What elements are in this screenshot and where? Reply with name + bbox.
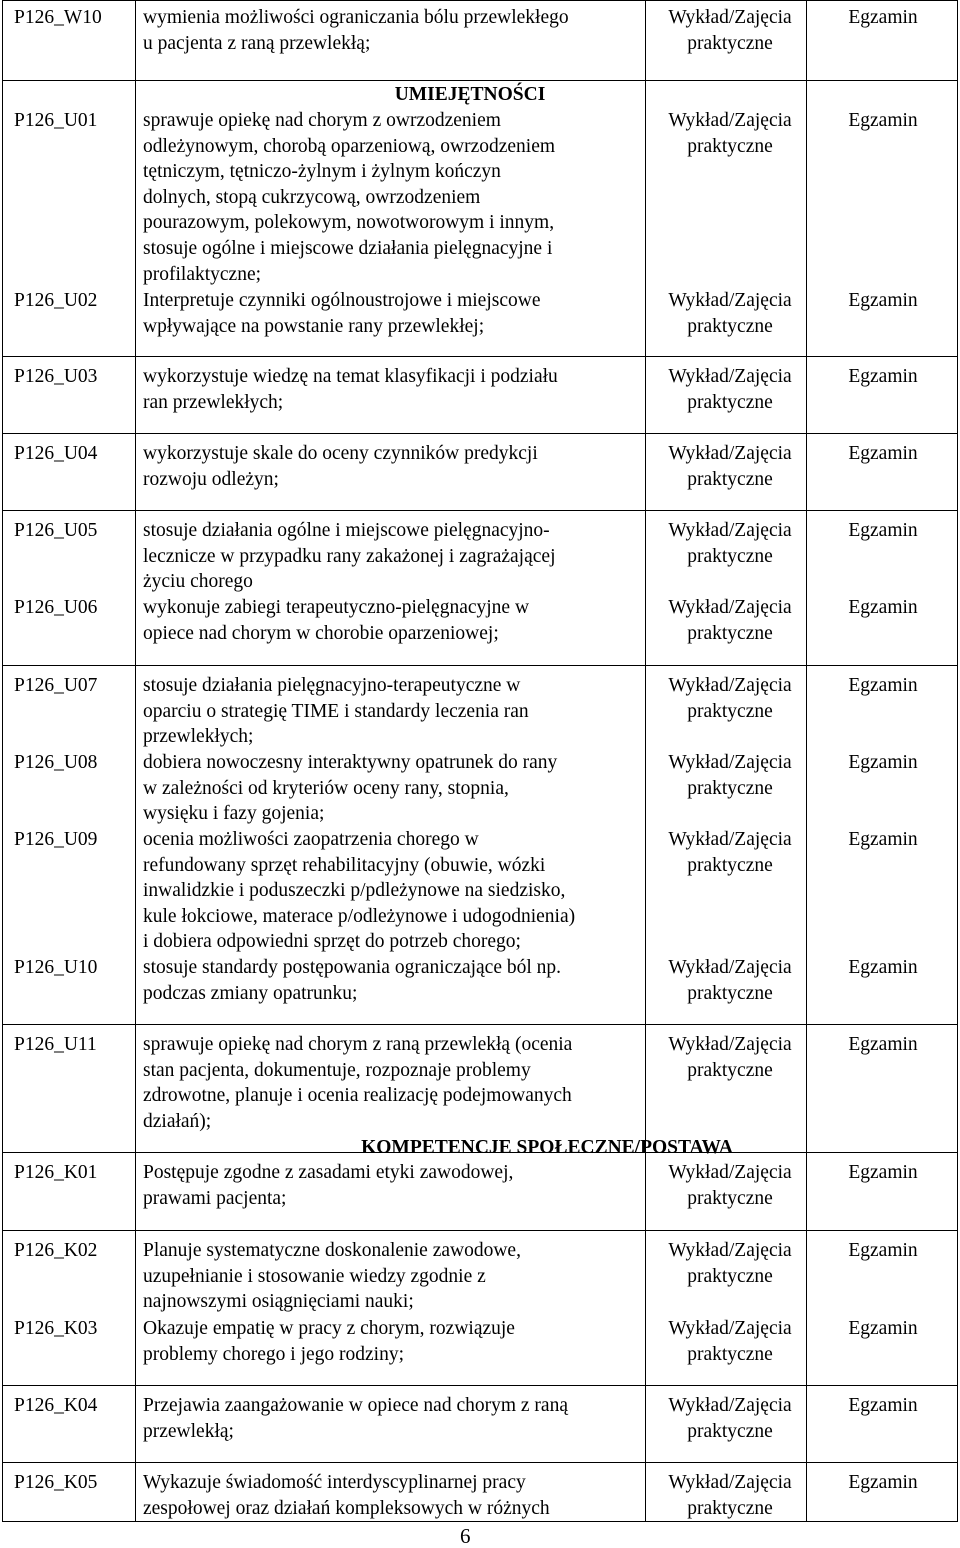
outcome-code: P126_W10 [14, 7, 102, 28]
outcome-description-line: problemy chorego i jego rodziny; [143, 1343, 405, 1365]
table-row-border [2, 510, 958, 511]
teaching-form: Wykład/Zajęcia praktyczne [668, 110, 792, 157]
table-row-border [2, 356, 958, 357]
page-number: 6 [460, 1524, 471, 1548]
table-row-border [2, 0, 958, 1]
teaching-form: Wykład/Zajęcia praktyczne [668, 366, 792, 413]
outcome-description-line: Planuje systematyczne doskonalenie zawodowe, [143, 1240, 521, 1261]
outcome-description-line: u pacjenta z raną przewlekłą; [143, 32, 371, 54]
table-row-border [2, 665, 958, 666]
verification-method: Egzamin [848, 1034, 918, 1055]
outcome-description-line: rozwoju odleżyn; [143, 468, 279, 490]
outcome-code: P126_U10 [14, 957, 98, 978]
outcome-description-line: kule łokciowe, materace p/odleżynowe i udogodnienia) [143, 905, 576, 927]
outcome-description-line: Interpretuje czynniki ogólnoustrojowe i miejscowe [143, 290, 541, 311]
outcome-description-line: wykorzystuje skale do oceny czynników predykcji [143, 443, 538, 464]
outcome-code: P126_K03 [14, 1318, 98, 1339]
verification-method: Egzamin [848, 675, 918, 696]
table-row-border [2, 433, 958, 434]
outcome-description-line: oparciu o strategię TIME i standardy leczenia ran [143, 700, 529, 722]
outcome-description-line: odleżynowym, chorobą oparzeniową, owrzodzeniem [143, 135, 556, 157]
table-row-border [2, 1230, 958, 1231]
verification-method: Egzamin [848, 1395, 918, 1416]
outcome-description-line: tętniczym, tętniczo-żylnym i żylnym kończyn [143, 161, 501, 183]
outcome-description-line: wymienia możliwości ograniczania bólu przewlekłego [143, 7, 569, 28]
outcome-code: P126_U02 [14, 290, 98, 311]
outcome-description-line: najnowszymi osiągnięciami nauki; [143, 1291, 414, 1313]
outcome-code: P126_U11 [14, 1034, 97, 1055]
table-row-border [2, 1462, 958, 1463]
outcome-description-line: zdrowotne, planuje i ocenia realizację podejmowanych [143, 1085, 572, 1107]
outcome-code: P126_K01 [14, 1162, 98, 1183]
outcome-description-line: ocenia możliwości zaopatrzenia chorego w [143, 829, 479, 850]
verification-method: Egzamin [848, 1240, 918, 1261]
table-column-border [2, 0, 3, 1522]
outcome-code: P126_U08 [14, 752, 98, 773]
outcome-description-line: prawami pacjenta; [143, 1187, 287, 1209]
teaching-form: Wykład/Zajęcia praktyczne [668, 1240, 792, 1287]
outcome-description-line: przewlekłą; [143, 1420, 234, 1442]
outcome-code: P126_K05 [14, 1472, 98, 1493]
outcome-description-line: Okazuje empatię w pracy z chorym, rozwiązuje [143, 1318, 515, 1339]
outcome-description-line: stan pacjenta, dokumentuje, rozpoznaje problemy [143, 1059, 531, 1081]
table-column-border [645, 0, 646, 1522]
teaching-form: Wykład/Zajęcia praktyczne [668, 520, 792, 567]
table-row-border [2, 80, 958, 81]
outcome-description-line: refundowany sprzęt rehabilitacyjny (obuwie, wózki [143, 854, 546, 876]
teaching-form: Wykład/Zajęcia praktyczne [668, 1162, 792, 1209]
outcome-code: P126_U06 [14, 597, 98, 618]
verification-method: Egzamin [848, 366, 918, 387]
outcome-description-line: dolnych, stopą cukrzycową, owrzodzeniem [143, 186, 481, 208]
table-column-border [806, 0, 807, 1522]
verification-method: Egzamin [848, 290, 918, 311]
outcome-description-line: stosuje standardy postępowania ograniczające ból np. [143, 957, 562, 978]
teaching-form: Wykład/Zajęcia praktyczne [668, 290, 792, 337]
verification-method: Egzamin [848, 752, 918, 773]
outcome-description-line: wykorzystuje wiedzę na temat klasyfikacji i podziału [143, 366, 558, 387]
section-heading-competences: KOMPETENCJE SPOŁECZNE/POSTAWA [361, 1137, 733, 1158]
outcome-code: P126_U07 [14, 675, 98, 696]
verification-method: Egzamin [848, 1162, 918, 1183]
outcome-description-line: w zależności od kryteriów oceny rany, stopnia, [143, 777, 509, 799]
teaching-form: Wykład/Zajęcia praktyczne [668, 597, 792, 644]
teaching-form: Wykład/Zajęcia praktyczne [668, 7, 792, 54]
outcome-code: P126_U04 [14, 443, 98, 464]
outcome-description-line: sprawuje opiekę nad chorym z raną przewlekłą (ocenia [143, 1034, 573, 1055]
teaching-form: Wykład/Zajęcia praktyczne [668, 443, 792, 490]
outcome-description-line: opiece nad chorym w chorobie oparzeniowej; [143, 622, 499, 644]
teaching-form: Wykład/Zajęcia praktyczne [668, 752, 792, 799]
outcome-description-line: Przejawia zaangażowanie w opiece nad chorym z raną [143, 1395, 568, 1416]
outcome-description-line: działań); [143, 1110, 212, 1132]
outcome-code: P126_U01 [14, 110, 98, 131]
teaching-form: Wykład/Zajęcia praktyczne [668, 1318, 792, 1365]
outcome-description-line: profilaktyczne; [143, 263, 262, 285]
outcome-description-line: zespołowej oraz działań kompleksowych w różnych [143, 1497, 550, 1519]
verification-method: Egzamin [848, 110, 918, 131]
teaching-form: Wykład/Zajęcia praktyczne [668, 829, 792, 876]
outcome-description-line: dobiera nowoczesny interaktywny opatrunek do rany [143, 752, 558, 773]
section-heading-skills: UMIEJĘTNOŚCI [394, 84, 546, 105]
outcome-description-line: pourazowym, polekowym, nowotworowym i innym, [143, 212, 555, 234]
outcome-description-line: inwalidzkie i poduszeczki p/pdleżynowe na siedzisko, [143, 880, 566, 902]
outcome-description-line: wpływające na powstanie rany przewlekłej; [143, 315, 485, 337]
outcome-code: P126_U09 [14, 829, 98, 850]
verification-method: Egzamin [848, 1472, 918, 1493]
outcome-code: P126_U05 [14, 520, 98, 541]
outcome-description-line: przewlekłych; [143, 726, 254, 748]
teaching-form: Wykład/Zajęcia praktyczne [668, 1034, 792, 1081]
outcome-description-line: podczas zmiany opatrunku; [143, 982, 358, 1004]
verification-method: Egzamin [848, 597, 918, 618]
table-row-border [2, 1385, 958, 1386]
outcome-description-line: stosuje ogólne i miejscowe działania pielęgnacyjne i [143, 238, 553, 259]
outcome-code: P126_K02 [14, 1240, 98, 1261]
outcome-code: P126_U03 [14, 366, 98, 387]
outcome-description-line: życiu chorego [143, 571, 253, 593]
table-row-border [2, 1024, 958, 1025]
outcome-description-line: ran przewlekłych; [143, 391, 284, 413]
verification-method: Egzamin [848, 520, 918, 541]
teaching-form: Wykład/Zajęcia praktyczne [668, 1472, 792, 1519]
outcome-description-line: stosuje działania ogólne i miejscowe pielęgnacyjno- [143, 520, 550, 541]
verification-method: Egzamin [848, 1318, 918, 1339]
outcome-description-line: Wykazuje świadomość interdyscyplinarnej pracy [143, 1472, 526, 1493]
outcome-description-line: lecznicze w przypadku rany zakażonej i zagrażającej [143, 545, 556, 567]
teaching-form: Wykład/Zajęcia praktyczne [668, 957, 792, 1004]
outcome-description-line: Postępuje zgodne z zasadami etyki zawodowej, [143, 1162, 514, 1183]
verification-method: Egzamin [848, 829, 918, 850]
outcome-description-line: sprawuje opiekę nad chorym z owrzodzeniem [143, 110, 501, 131]
verification-method: Egzamin [848, 7, 918, 28]
outcome-description-line: uzupełnianie i stosowanie wiedzy zgodnie z [143, 1265, 486, 1287]
outcome-description-line: wysięku i fazy gojenia; [143, 803, 325, 825]
verification-method: Egzamin [848, 957, 918, 978]
teaching-form: Wykład/Zajęcia praktyczne [668, 1395, 792, 1442]
outcome-description-line: i dobiera odpowiedni sprzęt do potrzeb chorego; [143, 931, 521, 953]
table-column-border [135, 0, 136, 1522]
verification-method: Egzamin [848, 443, 918, 464]
outcome-description-line: wykonuje zabiegi terapeutyczno-pielęgnacyjne w [143, 597, 530, 618]
outcome-description-line: stosuje działania pielęgnacyjno-terapeutyczne w [143, 675, 521, 696]
teaching-form: Wykład/Zajęcia praktyczne [668, 675, 792, 722]
outcome-code: P126_K04 [14, 1395, 98, 1416]
